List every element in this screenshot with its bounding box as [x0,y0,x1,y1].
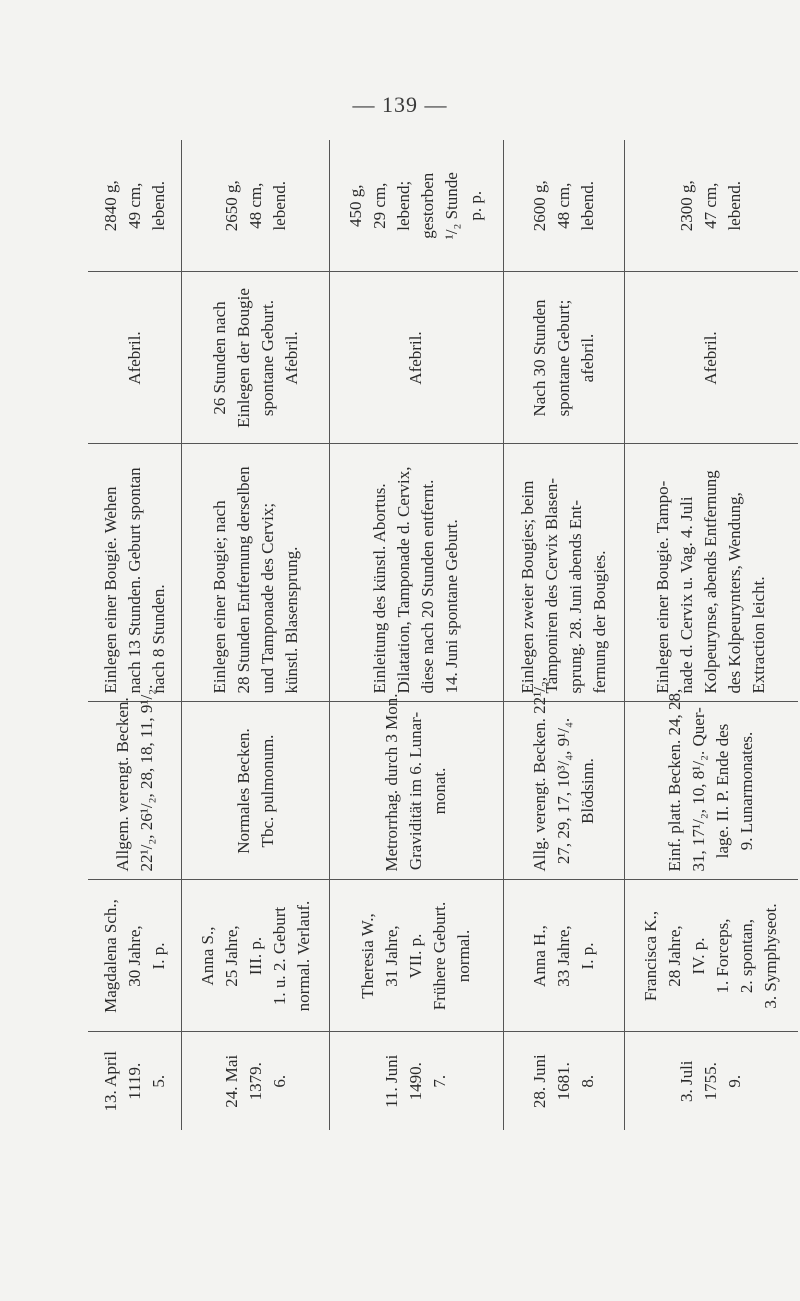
pelvis-cell-line: 31, 17¹/₂, 10, 8¹/₂. Quer- [689,707,709,872]
patient-cell-line: Theresia W., [358,913,378,999]
date-cell-line: 1755. [701,1062,721,1101]
patient-cell-line: Anna H., [529,925,549,987]
child-cell-line: lebend. [725,180,745,231]
date-cell-line: 8. [577,1074,597,1088]
pelvis-cell-line: Einf. platt. Becken. 24, 28, [665,688,685,872]
date-cell-line: 11. Juni [382,1054,402,1108]
patient-cell-line: VII. p. [406,933,426,979]
date-cell-line: 13. April [100,1051,120,1112]
patient-cell-line: I. p. [148,942,168,970]
child-cell [503,140,624,272]
pelvis-cell-line: Normales Becken. [233,728,253,854]
date-cell [88,1032,182,1130]
child-cell-line: 48 cm, [245,182,265,229]
patient-cell-line: Francisca K., [641,910,661,1002]
child-cell-line: 2600 g, [529,180,549,232]
method-cell-line: und Tamponade des Cervix; [257,502,277,694]
date-cell [503,1032,624,1130]
table-row [182,140,330,1130]
pelvis-cell-line: 22¹/₂, 26¹/₂, 28, 18, 11, 9¹/₂. [136,684,156,872]
patient-cell-line: IV. p. [689,937,709,975]
course-cell-line: Nach 30 Stunden [529,299,549,417]
child-cell-line: lebend. [577,180,597,231]
page-number: — 139 — [352,92,448,117]
child-cell-line: 29 cm, [370,182,390,229]
date-cell-line: 6. [269,1074,289,1088]
pelvis-cell-line: Gravidität im 6. Lunar- [406,711,426,871]
date-cell-line: 28. Juni [529,1054,549,1109]
course-cell-line: spontane Geburt; [553,299,573,417]
child-cell-line: 47 cm, [701,182,721,229]
pelvis-cell-line: monat. [430,767,450,815]
patient-cell [182,880,330,1032]
child-cell-line: 48 cm, [553,182,573,229]
method-cell-line: künstl. Blasensprung. [281,546,301,694]
patient-cell-line: 2. spontan, [737,918,757,994]
case-table-rotated [88,140,798,1130]
method-cell-line: 28 Stunden Entfernung derselben [233,466,253,694]
table-row [329,140,503,1130]
child-cell-line: 2840 g, [100,180,120,232]
method-cell-line: Tamponiren des Cervix Blasen- [541,477,561,694]
pelvis-cell [624,688,798,880]
patient-cell-line: 31 Jahre, [382,925,402,987]
course-cell [624,272,798,444]
date-cell [624,1032,798,1130]
pelvis-cell-line: Blödsinn. [577,758,597,824]
date-cell-line: 1119. [124,1062,144,1100]
patient-cell-line: 28 Jahre, [665,925,685,987]
method-cell [624,444,798,702]
course-cell-line: spontane Geburt. [257,299,277,417]
patient-cell-line: 25 Jahre, [221,925,241,987]
method-cell-line: nach 13 Stunden. Geburt spontan [124,467,144,694]
pelvis-cell [503,676,624,880]
method-cell-line: Dilatation, Tamponade d. Cervix, [394,466,414,694]
method-cell [329,444,503,702]
patient-cell-line: normal. [454,929,474,983]
course-cell [88,272,182,444]
patient-cell-line: 30 Jahre, [124,925,144,987]
date-cell [182,1032,330,1130]
child-cell-line: 49 cm, [124,182,144,229]
patient-cell-line: III. p. [245,936,265,976]
date-cell-line: 1490. [406,1062,426,1101]
patient-cell [624,880,798,1032]
child-cell-line: lebend. [269,180,289,231]
method-cell-line: Extraction leicht. [749,576,769,694]
course-cell-line: afebril. [577,333,597,383]
pelvis-cell-line: Metrorrhag. durch 3 Mon. [382,693,402,872]
patient-cell [88,880,182,1032]
table-row [503,140,624,1130]
method-cell-line: Einlegen einer Bougie. Wehen [100,486,120,694]
course-cell [182,272,330,444]
course-cell-line: 26 Stunden nach [209,301,229,415]
course-cell [329,272,503,444]
date-cell-line: 1379. [245,1062,265,1101]
pelvis-cell-line: Allgem. verengt. Becken. [112,697,132,872]
date-cell-line: 5. [148,1074,168,1088]
method-cell-line: nade d. Cervix u. Vag. 4. Juli [677,496,697,694]
method-cell-line: Einleitung des künstl. Abortus. [370,483,390,694]
method-cell [88,444,182,702]
child-cell-line: gestorben [418,172,438,239]
method-cell-line: des Kolpeurynters, Wendung, [725,492,745,694]
child-cell-line: 2300 g, [677,180,697,232]
child-cell-line: lebend; [394,180,414,231]
patient-cell-line: normal. Verlauf. [293,900,313,1012]
method-cell-line: fernung der Bougies. [589,550,609,694]
date-cell-line: 24. Mai [221,1054,241,1108]
patient-cell-line: I. p. [577,942,597,970]
date-cell [329,1032,503,1130]
method-cell-line: Einlegen zweier Bougies; beim [517,480,537,694]
course-cell-line: Afebril. [701,331,721,385]
child-cell-line: 450 g, [346,184,366,227]
pelvis-cell-line: Allg. verengt. Becken. 22¹/₂, [529,676,549,872]
method-cell-line: Einlegen einer Bougie. Tampo- [653,480,673,694]
child-cell-line: ¹/₂ Stunde [442,172,462,240]
method-cell [503,444,624,702]
pelvis-cell-line: 9. Lunarmonates. [737,731,757,851]
method-cell-line: nach 8 Stunden. [148,584,168,694]
patient-cell-line: Anna S., [197,926,217,986]
date-cell-line: 1681. [553,1062,573,1101]
case-table [88,140,798,1130]
child-cell [88,140,182,272]
method-cell-line: sprung. 28. Juni abends Ent- [565,499,585,694]
patient-cell-line: 1. u. 2. Geburt [269,906,289,1006]
child-cell [624,140,798,272]
date-cell-line: 9. [725,1074,745,1088]
child-cell-line: 2650 g, [221,180,241,232]
pelvis-cell-line: 27, 29, 17, 10³/₄, 9¹/₄. [553,717,573,865]
course-cell-line: Afebril. [406,331,426,385]
pelvis-cell [88,684,182,880]
course-cell-line: Afebril. [124,331,144,385]
patient-cell [503,880,624,1032]
table-row [88,140,182,1130]
child-cell [329,140,503,272]
child-cell [182,140,330,272]
method-cell [182,444,330,702]
child-cell-line: p. p. [466,190,486,221]
method-cell-line: 14. Juni spontane Geburt. [442,519,462,694]
method-cell-line: diese nach 20 Stunden entfernt. [418,479,438,694]
pelvis-cell [329,693,503,880]
table-row [624,140,798,1130]
patient-cell [329,880,503,1032]
case-table-container [88,140,798,1130]
patient-cell-line: 3. Symphyseot. [761,903,781,1009]
date-cell-line: 7. [430,1074,450,1088]
patient-cell-line: Magdalena Sch., [100,899,120,1013]
pelvis-cell [182,702,330,880]
course-cell-line: Afebril. [281,331,301,385]
method-cell-line: Kolpeurynse, abends Entfernung [701,470,721,694]
patient-cell-line: 33 Jahre, [553,925,573,987]
date-cell-line: 3. Juli [677,1060,697,1103]
course-cell-line: Einlegen der Bougie [233,288,253,428]
pelvis-cell-line: Tbc. pulmonum. [257,734,277,848]
child-cell-line: lebend. [148,180,168,231]
course-cell [503,272,624,444]
pelvis-cell-line: lage. II. P. Ende des [713,723,733,859]
method-cell-line: Einlegen einer Bougie; nach [209,500,229,694]
patient-cell-line: 1. Forceps, [713,918,733,994]
patient-cell-line: Frühere Geburt. [430,901,450,1011]
